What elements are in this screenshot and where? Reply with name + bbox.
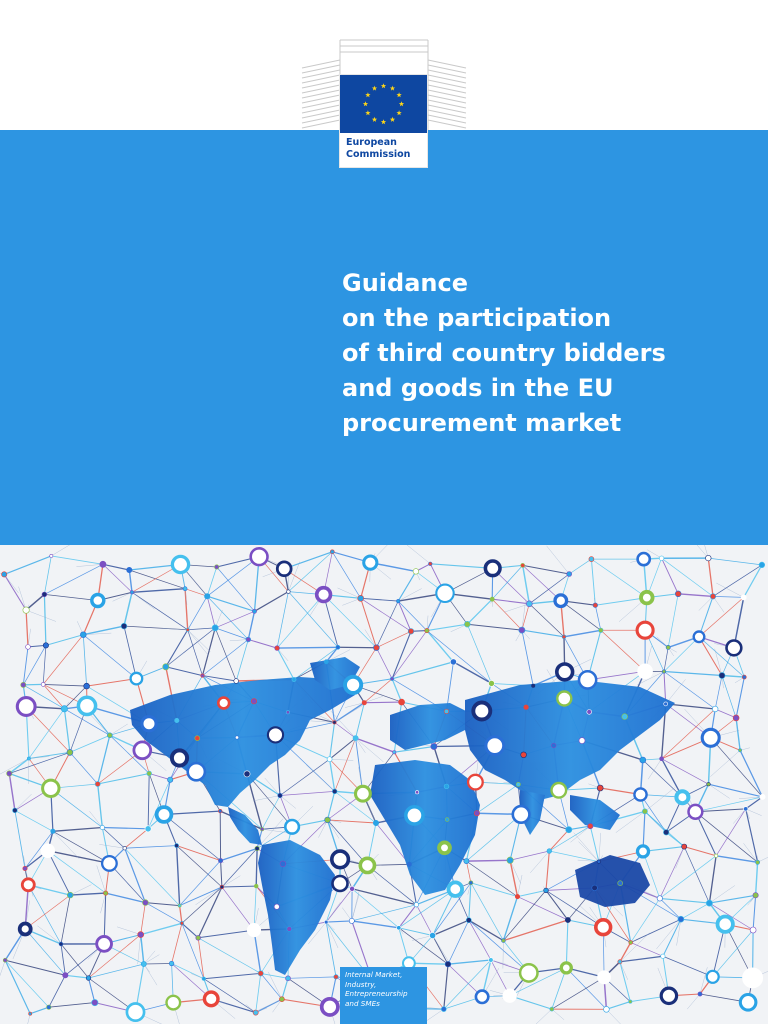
network-node <box>100 561 106 567</box>
network-node <box>3 958 7 962</box>
network-node <box>7 771 12 776</box>
network-node <box>618 960 622 964</box>
network-node <box>274 904 279 909</box>
network-node <box>244 771 250 777</box>
network-node <box>562 635 566 639</box>
network-node <box>334 975 338 979</box>
network-node <box>172 556 188 572</box>
network-node <box>287 926 292 931</box>
network-node <box>1 572 6 577</box>
network-node <box>666 645 670 649</box>
network-node <box>285 820 299 834</box>
network-node <box>430 932 436 938</box>
logo-name-line1: European <box>346 137 397 148</box>
network-node <box>172 750 187 765</box>
directorate-general-label <box>340 967 427 1024</box>
network-node <box>425 628 429 632</box>
network-node <box>579 738 585 744</box>
network-node <box>22 879 34 891</box>
network-node <box>552 783 567 798</box>
title-line: and goods in the EU <box>342 374 614 402</box>
network-node <box>234 679 239 684</box>
network-node <box>429 562 433 566</box>
network-node <box>95 781 100 786</box>
network-node <box>215 565 219 569</box>
network-node <box>248 924 260 936</box>
network-node <box>246 637 251 642</box>
network-node <box>760 794 765 799</box>
network-node <box>92 999 98 1005</box>
network-node <box>330 550 334 554</box>
network-node <box>167 996 181 1010</box>
network-node <box>26 645 31 650</box>
network-node <box>663 830 669 836</box>
network-node <box>406 807 423 824</box>
network-node <box>485 561 500 576</box>
network-node <box>439 842 450 853</box>
network-node <box>504 990 516 1002</box>
network-node <box>520 964 537 981</box>
network-node <box>698 992 702 996</box>
network-node <box>664 702 668 706</box>
network-node <box>373 820 378 825</box>
network-node <box>178 904 181 907</box>
network-node <box>507 857 513 863</box>
network-node <box>502 939 506 943</box>
network-node <box>661 988 676 1003</box>
network-node <box>131 673 143 685</box>
title-line: Guidance <box>342 269 468 297</box>
network-node <box>753 893 758 898</box>
network-node <box>676 791 688 803</box>
network-node <box>466 918 471 923</box>
network-node <box>660 757 664 761</box>
network-node <box>332 851 349 868</box>
network-node <box>444 709 449 714</box>
network-node <box>589 557 594 562</box>
network-node <box>277 562 291 576</box>
network-node <box>739 749 742 752</box>
network-node <box>147 771 152 776</box>
network-node <box>707 782 711 786</box>
network-node <box>675 591 681 597</box>
network-node <box>175 718 179 722</box>
network-node <box>629 1000 632 1003</box>
network-node <box>134 742 151 759</box>
network-node <box>706 555 712 561</box>
network-node <box>712 706 718 712</box>
network-node <box>634 788 646 800</box>
network-node <box>275 646 280 651</box>
network-node <box>324 920 328 924</box>
network-node <box>486 737 504 755</box>
network-node <box>20 924 31 935</box>
network-node <box>325 817 331 823</box>
network-node <box>473 703 490 720</box>
network-node <box>78 697 95 714</box>
network-node <box>431 743 437 749</box>
dg-line: Industry, <box>345 979 377 989</box>
network-node <box>61 706 67 712</box>
network-node <box>204 992 218 1006</box>
network-node <box>519 627 525 633</box>
network-node <box>444 784 449 789</box>
network-node <box>121 623 127 629</box>
network-node <box>13 808 18 813</box>
network-node <box>362 701 366 705</box>
network-node <box>67 892 73 898</box>
network-node <box>544 888 549 893</box>
network-node <box>579 671 596 688</box>
network-node <box>706 900 712 906</box>
network-node <box>350 886 355 891</box>
network-node <box>710 594 715 599</box>
network-node <box>592 885 598 891</box>
network-node <box>63 973 68 978</box>
network-node <box>642 809 647 814</box>
network-node <box>393 751 396 754</box>
network-node <box>253 1010 258 1015</box>
network-node <box>97 937 112 952</box>
network-node <box>566 827 572 833</box>
network-node <box>489 680 495 686</box>
network-node <box>756 860 760 864</box>
network-node <box>551 743 556 748</box>
network-node <box>640 757 646 763</box>
network-node <box>436 585 453 602</box>
network-node <box>50 554 53 557</box>
network-node <box>639 665 651 677</box>
network-node <box>718 917 733 932</box>
network-node <box>364 556 377 569</box>
network-node <box>415 791 418 794</box>
title-line: procurement market <box>342 409 622 437</box>
network-node <box>17 698 35 716</box>
network-node <box>163 664 169 670</box>
network-node <box>51 829 55 833</box>
network-node <box>390 677 394 681</box>
network-node <box>168 777 173 782</box>
network-node <box>629 941 633 945</box>
network-node <box>235 736 238 739</box>
network-node <box>565 917 570 922</box>
network-node <box>360 858 374 872</box>
network-node <box>212 625 218 631</box>
network-node <box>413 569 419 575</box>
network-node <box>407 862 411 866</box>
network-node <box>104 891 108 895</box>
network-node <box>661 954 665 958</box>
network-node <box>107 733 112 738</box>
network-node <box>474 811 479 816</box>
network-node <box>532 684 535 687</box>
network-node <box>42 845 53 856</box>
network-node <box>524 705 529 710</box>
network-node <box>657 896 662 901</box>
network-node <box>102 856 117 871</box>
network-node <box>445 818 449 822</box>
network-node <box>521 563 525 567</box>
network-node <box>43 643 48 648</box>
network-node <box>92 595 104 607</box>
network-node <box>638 846 649 857</box>
document-title <box>342 266 762 441</box>
network-node <box>47 1005 51 1009</box>
network-node <box>408 629 414 635</box>
network-node <box>130 591 134 595</box>
network-node <box>707 971 719 983</box>
network-node <box>513 806 530 823</box>
network-node <box>286 711 289 714</box>
dg-line: Entrepreneurship <box>345 989 408 999</box>
network-node <box>414 903 418 907</box>
network-node <box>742 675 746 679</box>
network-node <box>662 670 665 673</box>
world-network-image <box>0 545 768 1024</box>
network-node <box>468 775 483 790</box>
network-node <box>324 660 328 664</box>
network-node <box>80 632 86 638</box>
dg-text <box>345 970 425 1008</box>
network-node <box>741 595 746 600</box>
network-node <box>489 958 494 963</box>
network-node <box>638 553 650 565</box>
network-node <box>526 601 532 607</box>
network-node <box>733 715 739 721</box>
network-node <box>555 595 567 607</box>
network-node <box>464 859 469 864</box>
network-node <box>557 692 571 706</box>
dg-line: Internal Market, <box>345 970 403 979</box>
network-node <box>279 997 284 1002</box>
european-commission-logo <box>340 75 427 167</box>
network-node <box>567 572 572 577</box>
network-node <box>641 592 653 604</box>
title-line: of third country bidders <box>342 339 666 367</box>
network-node <box>469 881 473 885</box>
logo-name-line2: Commission <box>346 149 411 160</box>
network-node <box>374 645 380 651</box>
network-node <box>397 599 400 602</box>
network-node <box>561 963 571 973</box>
network-node <box>202 977 206 981</box>
network-node <box>622 714 628 720</box>
network-node <box>587 710 592 715</box>
network-node <box>521 752 527 758</box>
network-node <box>719 672 725 678</box>
network-node <box>205 594 210 599</box>
network-node <box>251 699 256 704</box>
network-node <box>100 825 104 829</box>
network-node <box>599 628 604 633</box>
network-node <box>169 961 174 966</box>
network-node <box>515 894 519 898</box>
network-node <box>450 659 456 665</box>
network-node <box>588 823 593 828</box>
network-node <box>597 860 600 863</box>
network-node <box>516 782 520 786</box>
network-node <box>397 926 401 930</box>
network-node <box>186 628 189 631</box>
network-node <box>278 793 282 797</box>
network-node <box>27 757 30 760</box>
network-node <box>286 976 291 981</box>
network-node <box>141 961 146 966</box>
network-node <box>750 927 756 933</box>
network-node <box>327 757 332 762</box>
network-node <box>258 971 263 976</box>
network-node <box>255 846 259 850</box>
network-node <box>464 621 470 627</box>
network-node <box>287 590 291 594</box>
network-node <box>759 562 765 568</box>
network-node <box>689 805 703 819</box>
network-node <box>29 1012 32 1015</box>
network-node <box>694 632 705 643</box>
network-node <box>449 882 463 896</box>
network-node <box>593 603 598 608</box>
network-node <box>702 729 719 746</box>
network-node <box>23 866 27 870</box>
network-node <box>476 991 488 1003</box>
network-node <box>218 858 222 862</box>
network-node <box>196 935 201 940</box>
network-node <box>557 664 573 680</box>
network-node <box>727 641 742 656</box>
network-node <box>123 846 127 850</box>
network-node <box>252 609 256 613</box>
network-node <box>43 780 59 796</box>
network-node <box>333 876 348 891</box>
eu-flag-icon <box>340 75 427 133</box>
network-node <box>84 683 90 689</box>
title-line: on the participation <box>342 304 612 332</box>
network-node <box>356 786 371 801</box>
network-node <box>336 645 340 649</box>
network-node <box>23 607 29 613</box>
network-node <box>349 918 354 923</box>
network-node <box>659 556 664 561</box>
network-node <box>550 1007 554 1011</box>
network-node <box>322 999 338 1015</box>
network-node <box>490 597 494 601</box>
network-node <box>220 885 224 889</box>
network-node <box>175 844 179 848</box>
network-node <box>740 995 756 1011</box>
network-node <box>353 736 358 741</box>
network-node <box>744 969 762 987</box>
network-node <box>317 588 331 602</box>
network-node <box>268 727 283 742</box>
network-node <box>596 920 611 935</box>
network-node <box>260 828 263 831</box>
network-node <box>86 976 91 981</box>
network-node <box>42 592 47 597</box>
network-node <box>195 736 200 741</box>
network-node <box>254 884 258 888</box>
network-node <box>441 1007 446 1012</box>
network-node <box>251 548 268 565</box>
network-node <box>218 809 222 813</box>
network-node <box>597 785 603 791</box>
network-node <box>183 587 187 591</box>
network-node <box>332 789 337 794</box>
network-node <box>604 1006 610 1012</box>
network-node <box>127 567 132 572</box>
network-node <box>618 881 623 886</box>
network-node <box>127 1004 144 1021</box>
network-node <box>138 932 144 938</box>
network-node <box>218 698 229 709</box>
network-node <box>21 682 26 687</box>
network-node <box>180 922 183 925</box>
network-node <box>142 717 156 731</box>
dg-line: and SMEs <box>345 998 380 1008</box>
network-node <box>744 807 748 811</box>
network-node <box>682 844 687 849</box>
network-node <box>41 682 45 686</box>
network-node <box>714 854 717 857</box>
network-node <box>157 807 172 822</box>
network-node <box>280 861 286 867</box>
network-node <box>445 961 451 967</box>
network-node <box>345 677 361 693</box>
network-node <box>358 595 364 601</box>
network-node <box>143 900 149 906</box>
network-node <box>637 622 653 638</box>
network-node <box>201 674 204 677</box>
world-network-illustration <box>0 545 768 1024</box>
network-node <box>145 826 151 832</box>
network-node <box>678 916 684 922</box>
network-node <box>188 763 205 780</box>
network-node <box>292 677 296 681</box>
network-node <box>333 721 336 724</box>
logo-wordmark <box>346 137 426 161</box>
network-node <box>67 749 73 755</box>
network-node <box>599 972 609 982</box>
network-node <box>59 942 63 946</box>
network-node <box>399 699 405 705</box>
network-node <box>547 849 552 854</box>
